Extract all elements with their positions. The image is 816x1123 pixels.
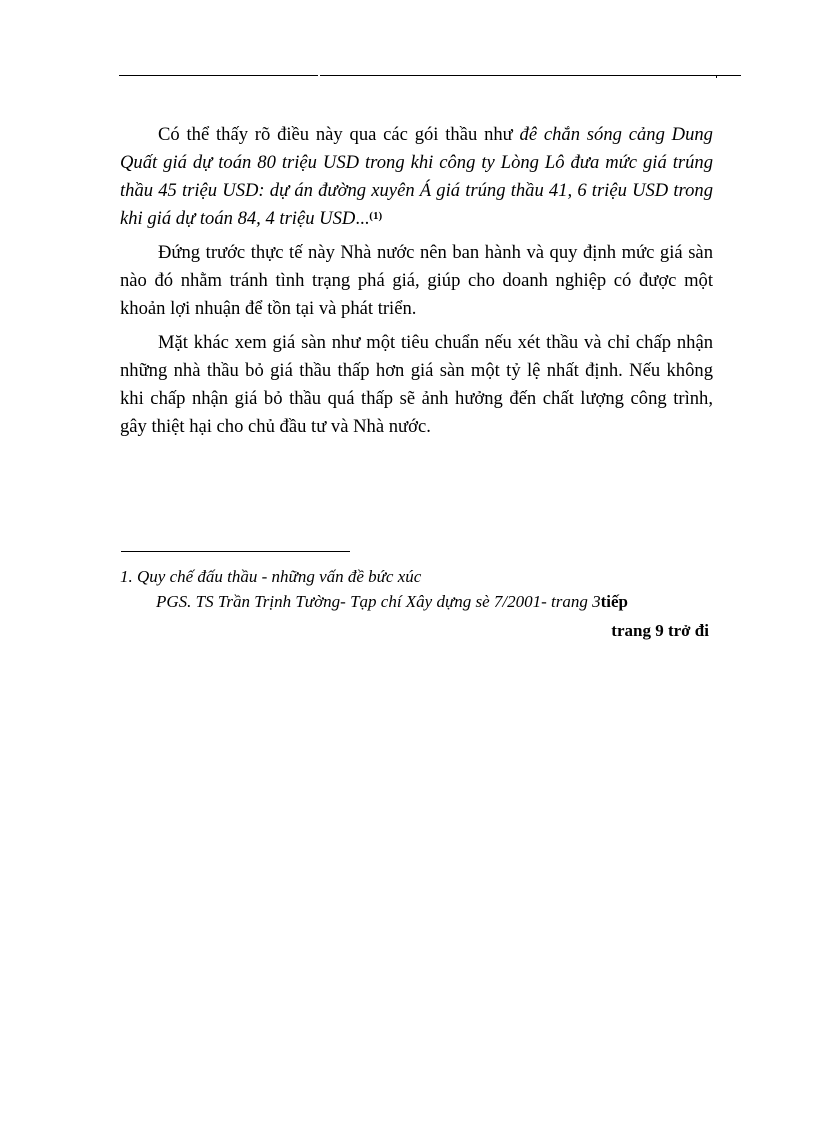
footnote-continuation: tiếp [600, 592, 629, 611]
paragraph-3: Mặt khác xem giá sàn như một tiêu chuẩn nếu xét thầu và chỉ chấp nhận những nhà thầu bỏ giá thầu thấp hơn giá sàn một tỷ lệ nhất định. Nếu không khi chấp nhận giá bỏ thầu quá thấp sẽ ảnh hưởng đến chất lượng công trình, gây thiệt hại cho chủ đầu tư và Nhà nước. [120, 332, 713, 437]
paragraph-1-ellipsis: ... [355, 208, 370, 229]
footnote-reference[interactable]: (1) [369, 210, 383, 222]
footnote-title: 1. Quy chế đấu thầu - những vấn đề bức xúc [120, 567, 422, 586]
document-body [120, 121, 713, 447]
paragraph-2: Đứng trước thực tế này Nhà nước nên ban hành và quy định mức giá sàn nào đó nhằm tránh tình trạng phá giá, giúp cho doanh nghiệp có được một khoản lợi nhuận để tồn tại và phát triển. [120, 242, 713, 319]
paragraph-1-text: Có thể thấy rõ điều này qua các gói thầu như [158, 124, 520, 145]
paragraph-1-italic-text: đê chắn sóng cảng Dung Quất giá dự toán 80 triệu USD trong khi công ty Lòng Lô đưa mức giá trúng thầu 45 triệu USD: dự án đường xuyên Á giá trúng thầu 41, 6 triệu USD trong khi giá dự toán 84, 4 triệu USD [120, 124, 713, 229]
footnote [120, 564, 713, 643]
footnote-continuation-line: trang 9 trở đi [611, 621, 709, 640]
footnote-source [120, 589, 713, 614]
paragraph-1 [120, 121, 713, 233]
footnote-separator [121, 551, 350, 552]
header-rule [119, 75, 318, 76]
footnote-source-text: PGS. TS Trần Trịnh Tường- Tạp chí Xây dựng sè 7/2001- trang 3 [156, 592, 601, 611]
header-rule-extension [320, 75, 741, 76]
header-rule-tick [716, 75, 717, 78]
